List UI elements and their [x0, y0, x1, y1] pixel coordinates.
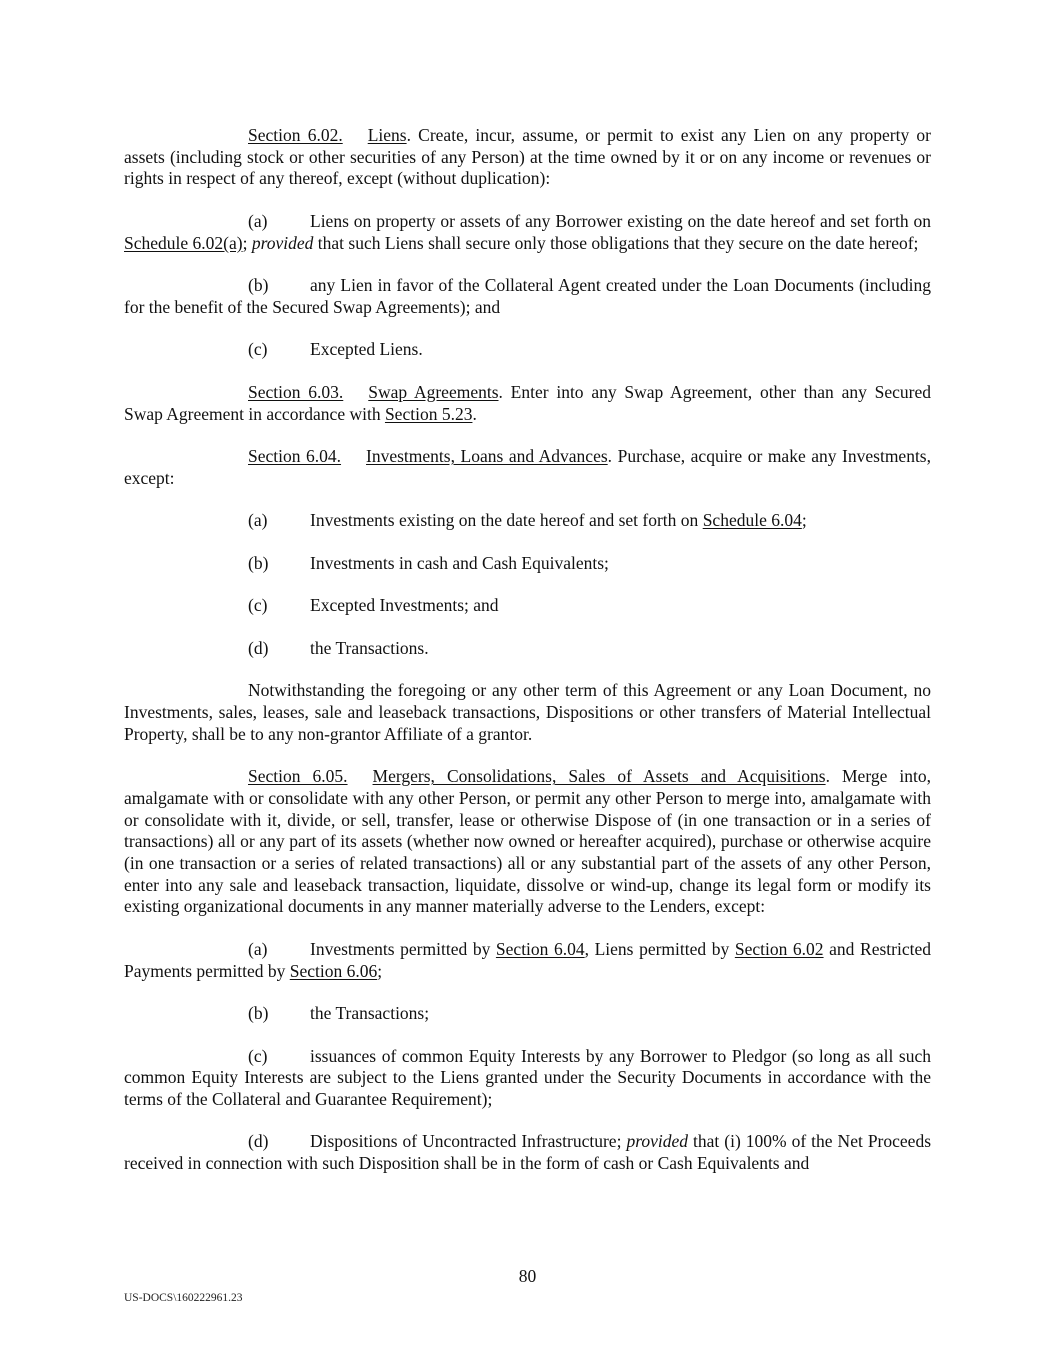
notwithstanding-paragraph: Notwithstanding the foregoing or any other term of this Agreement or any Loan Document, no Investments, sales, leases, sale and leaseback transactions, Dispositions or other transfers of Material Intellectual Property, shall be to any non-grantor Affiliate of a grantor. [124, 680, 931, 744]
section-6-03-title: Swap Agreements [368, 381, 499, 402]
section-6-04-number: Section 6.04. [248, 446, 342, 467]
section-6-04-item-c: (c) Excepted Investments; and [248, 595, 499, 616]
section-6-05-item-b: (b) the Transactions; [248, 1003, 430, 1024]
section-6-05-paragraph: Section 6.05. Mergers, Consolidations, Sales of Assets and Acquisitions. Merge into, amalgamate with or consolidate with any other Person, or permit any other Person to merge into, amalgamate with or consolidate with it, divide, or sell, transfer, lease or otherwise Dispose of (in one transaction or in a series of transactions) all or any part of its assets (whether now owned or hereafter acquired), purchase or otherwise acquire (in one transaction or a series of related transactions) all or any substantial part of the assets of any other Person, enter into any sale and leaseback transaction, liquidate, dissolve or wind-up, change its legal form or modify its existing organizational documents in any manner materially adverse to the Lenders, except: [124, 766, 931, 917]
section-6-04-title: Investments, Loans and Advances [366, 446, 608, 467]
schedule-6-04-ref[interactable]: Schedule 6.04 [702, 510, 802, 531]
section-6-05-item-d: (d) Dispositions of Uncontracted Infrastructure; provided that (i) 100% of the Net Proceeds received in connection with such Disposition shall be in the form of cash or Cash Equivalents and [124, 1131, 931, 1174]
schedule-6-02a-ref[interactable]: Schedule 6.02(a) [124, 232, 243, 253]
section-6-04-item-b: (b) Investments in cash and Cash Equivalents; [248, 552, 609, 573]
section-6-05-item-c: (c) issuances of common Equity Interests by any Borrower to Pledgor (so long as all such common Equity Interests are subject to the Liens granted under the Security Documents in accordance with the terms of the Collateral and Guarantee Requirement); [124, 1045, 931, 1109]
section-6-03-paragraph: Section 6.03. Swap Agreements. Enter into any Swap Agreement, other than any Secured Swap Agreement in accordance with Section 5.23. [124, 381, 931, 424]
section-6-05-number: Section 6.05. [248, 766, 348, 787]
section-6-04-item-d: (d) the Transactions. [248, 637, 429, 658]
section-6-04-paragraph: Section 6.04. Investments, Loans and Advances. Purchase, acquire or make any Investments, except: [124, 446, 931, 488]
section-6-02-ref[interactable]: Section 6.02 [734, 938, 824, 959]
section-6-02-item-a: (a) Liens on property or assets of any Borrower existing on the date hereof and set forth on Schedule 6.02(a); provided that such Liens shall secure only those obligations that they secure on the date hereof; [124, 210, 931, 253]
section-6-04-item-a: (a) Investments existing on the date hereof and set forth on Schedule 6.04; [248, 510, 807, 531]
section-6-02-number: Section 6.02. [248, 125, 343, 145]
section-6-02-item-c: (c) Excepted Liens. [248, 339, 423, 360]
section-6-05-item-a: (a) Investments permitted by Section 6.04, Liens permitted by Section 6.02 and Restricted Payments permitted by Section 6.06; [124, 938, 931, 981]
section-6-06-ref[interactable]: Section 6.06 [289, 960, 378, 981]
page-number: 80 [518, 1266, 537, 1286]
document-id: US-DOCS\160222961.23 [124, 1292, 243, 1304]
section-6-04-ref[interactable]: Section 6.04 [495, 938, 585, 959]
section-6-05-title: Mergers, Consolidations, Sales of Assets and Acquisitions [372, 766, 826, 787]
section-5-23-ref[interactable]: Section 5.23 [384, 403, 473, 424]
section-6-02-title: Liens [367, 125, 407, 145]
section-6-02-item-b: (b) any Lien in favor of the Collateral Agent created under the Loan Documents (including for the benefit of the Secured Swap Agreements); and [124, 275, 931, 317]
section-6-03-number: Section 6.03. [248, 381, 344, 402]
section-6-02-paragraph: Section 6.02. Liens. Create, incur, assume, or permit to exist any Lien on any property or assets (including stock or other securities of any Person) at the time owned by it or on any income or revenues or rights in respect of any thereof, except (without duplication): [124, 125, 932, 189]
body-text [124, 125, 931, 1175]
